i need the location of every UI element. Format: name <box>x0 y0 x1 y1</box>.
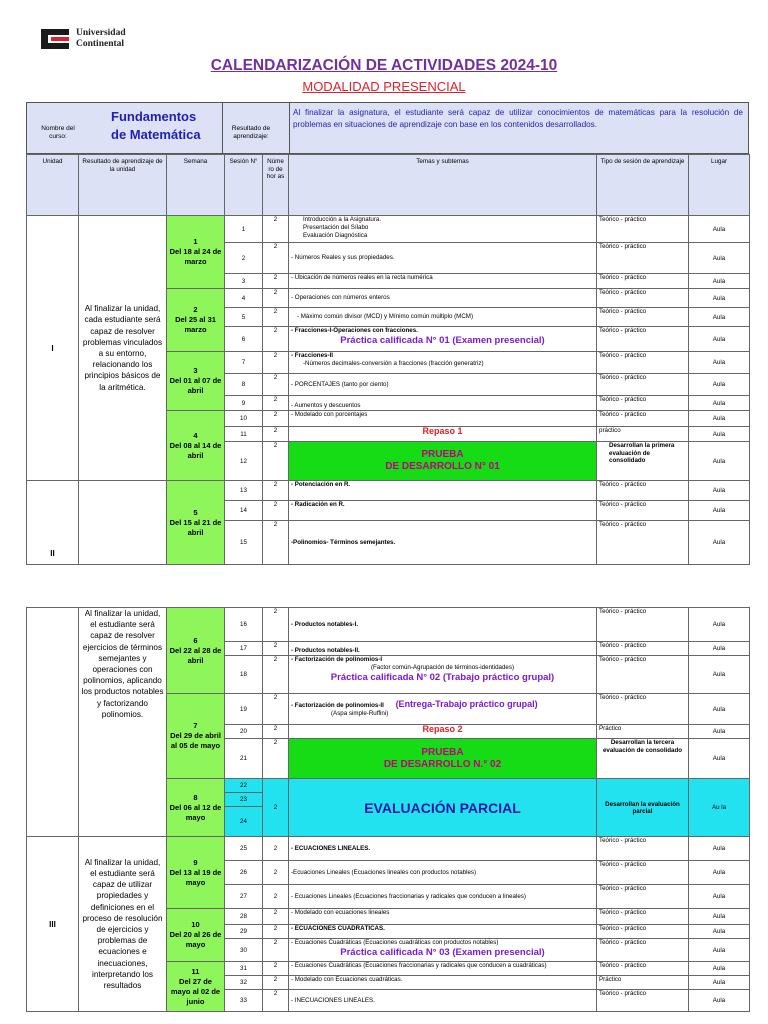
session-number: 10 <box>225 411 263 427</box>
session-place: Aula <box>689 861 750 885</box>
session-hours: 2 <box>263 656 289 694</box>
session-place: Aula <box>689 608 750 642</box>
session-hours: 2 <box>263 216 289 243</box>
session-place: Aula <box>689 962 750 976</box>
session-place: Aula <box>689 521 750 565</box>
session-topic <box>289 725 597 739</box>
session-hours: 2 <box>263 481 289 501</box>
session-hours: 2 <box>263 885 289 909</box>
session-number: 17 <box>225 642 263 656</box>
session-type: Desarrollan la primera evaluación de consolidado <box>597 442 689 481</box>
session-number: 22 <box>225 779 263 793</box>
session-topic: - Modelado con porcentajes <box>289 411 597 427</box>
session-number: 27 <box>225 885 263 909</box>
session-number: 15 <box>225 521 263 565</box>
schedule-table-1 <box>26 154 750 565</box>
session-place: Aula <box>689 427 750 442</box>
week-cell: 6 Del 22 al 28 de abril <box>167 608 225 694</box>
session-hours: 2 <box>263 837 289 861</box>
session-place: Aula <box>689 352 750 374</box>
session-type: Teórico - práctico <box>597 501 689 521</box>
session-number: 16 <box>225 608 263 642</box>
unit-label: II <box>27 481 79 565</box>
session-type: Teórico - práctico <box>597 642 689 656</box>
session-place: Aula <box>689 501 750 521</box>
session-place: Aula <box>689 411 750 427</box>
header-sesion: Sesión N° <box>225 155 263 216</box>
course-name-line2: de Matemática <box>111 127 201 142</box>
session-type: Teórico - práctico <box>597 411 689 427</box>
session-hours: 2 <box>263 442 289 481</box>
week-cell: 2 Del 25 al 31 marzo <box>167 289 225 352</box>
session-number: 8 <box>225 374 263 396</box>
session-place: Aula <box>689 289 750 308</box>
session-topic: - Ecuaciones Lineales (Ecuaciones fraccionarias y radicales que conducen a lineales) <box>289 885 597 909</box>
header-resultado: Resultado de aprendizaje de la unidad <box>79 155 167 216</box>
week-cell: 7 Del 29 de abril al 05 de mayo <box>167 694 225 779</box>
session-place: Aula <box>689 990 750 1012</box>
page-subtitle: MODALIDAD PRESENCIAL <box>302 79 466 94</box>
session-place: Aula <box>689 976 750 990</box>
session-number: 12 <box>225 442 263 481</box>
session-hours: 2 <box>263 925 289 939</box>
session-type: Teórico - práctico <box>597 327 689 352</box>
session-number: 13 <box>225 481 263 501</box>
session-place: Aula <box>689 308 750 327</box>
session-type: Teórico - práctico <box>597 352 689 374</box>
session-topic: - Números Reales y sus propiedades. <box>289 243 597 274</box>
session-type: Práctico <box>597 976 689 990</box>
session-number: 2 <box>225 243 263 274</box>
session-type: Teórico - práctico <box>597 962 689 976</box>
session-hours: 2 <box>263 289 289 308</box>
session-type: Teórico - práctico <box>597 837 689 861</box>
course-result: Al finalizar la asignatura, el estudiante será capaz de utilizar conocimientos de matemáticas para la resolución de problemas en situaciones de aprendizaje con base en los contenidos desarrollados. <box>293 108 743 129</box>
session-topic: - PORCENTAJES (tanto por ciento) <box>289 374 597 396</box>
session-hours: 2 <box>263 725 289 739</box>
session-hours: 2 <box>263 939 289 962</box>
table-row <box>27 837 750 861</box>
logo-line1: Universidad <box>76 28 126 38</box>
session-place: Aula <box>689 327 750 352</box>
session-type: Práctico <box>597 725 689 739</box>
session-type: Teórico - práctico <box>597 990 689 1012</box>
unit-label: III <box>27 837 79 1012</box>
course-result-label: Resultado de aprendizaje: <box>231 125 271 140</box>
session-number: 5 <box>225 308 263 327</box>
session-place: Aula <box>689 216 750 243</box>
session-number: 9 <box>225 396 263 411</box>
review-label: Repaso 1 <box>422 426 463 436</box>
session-type: Teórico - práctico <box>597 274 689 289</box>
session-hours: 2 <box>263 243 289 274</box>
session-hours: 2 <box>263 521 289 565</box>
session-type: Teórico - práctico <box>597 656 689 694</box>
week-cell: 5 Del 15 al 21 de abril <box>167 481 225 565</box>
unit-result: Al finalizar la unidad, el estudiante será capaz de utilizar propiedades y definiciones en el proceso de resolución de ejercicios y problemas de ecuaciones e inecuaciones, interpretando los resultados <box>79 837 167 1012</box>
session-topic: - Factorización de polinomios-II (Entrega-Trabajo práctico grupal) (Aspa simple-Ruffini) <box>289 694 597 725</box>
session-hours: 2 <box>263 396 289 411</box>
session-type: Teórico - práctico <box>597 374 689 396</box>
session-place: Au la <box>689 779 750 837</box>
page-title: CALENDARIZACIÓN DE ACTIVIDADES 2024-10 <box>210 57 558 74</box>
table-header-row <box>27 155 750 216</box>
session-hours: 2 <box>263 427 289 442</box>
session-type: Teórico - práctico <box>597 521 689 565</box>
session-topic: - Ecuaciones Cuadráticas (Ecuaciones cuadráticas con productos notables) Práctica calificada N° 03 (Examen presencial) <box>289 939 597 962</box>
session-type: Teórico - práctico <box>597 216 689 243</box>
session-topic: - Productos notables-II. <box>289 642 597 656</box>
session-hours: 2 <box>263 274 289 289</box>
session-number: 7 <box>225 352 263 374</box>
schedule-table-2 <box>26 607 750 1012</box>
session-place: Aula <box>689 656 750 694</box>
session-topic: -Ecuaciones Lineales (Ecuaciones lineales con productos notables) <box>289 861 597 885</box>
session-place: Aula <box>689 739 750 779</box>
session-topic: Introducción a la Asignatura. Presentación del Sílabo Evaluación Diagnóstica <box>289 216 597 243</box>
session-topic: - Potenciación en R. <box>289 481 597 501</box>
session-topic: - Modelado con ecuaciones lineales <box>289 909 597 925</box>
table-row <box>27 216 750 243</box>
session-number: 21 <box>225 739 263 779</box>
week-cell: 8 Del 06 al 12 de mayo <box>167 779 225 837</box>
session-place: Aula <box>689 243 750 274</box>
session-topic: -Polinomios- Términos semejantes. <box>289 521 597 565</box>
week-cell: 1 Del 18 al 24 de marzo <box>167 216 225 289</box>
session-type: Teórico - práctico <box>597 885 689 909</box>
session-number: 19 <box>225 694 263 725</box>
session-place: Aula <box>689 274 750 289</box>
logo-mark-icon <box>38 25 72 53</box>
session-number: 14 <box>225 501 263 521</box>
session-number: 26 <box>225 861 263 885</box>
session-type: Teórico - práctico <box>597 909 689 925</box>
session-number: 11 <box>225 427 263 442</box>
session-topic: - Operaciones con números enteros <box>289 289 597 308</box>
table-row <box>27 608 750 642</box>
session-hours: 2 <box>263 374 289 396</box>
session-type: Teórico - práctico <box>597 939 689 962</box>
session-number: 30 <box>225 939 263 962</box>
week-cell: 10 Del 20 al 26 de mayo <box>167 909 225 962</box>
session-topic: - ECUACIONES CUADRÁTICAS. <box>289 925 597 939</box>
session-place: Aula <box>689 396 750 411</box>
session-hours: 2 <box>263 962 289 976</box>
header-temas: Temas y subtemas <box>289 155 597 216</box>
session-topic: - Factorización de polinomios-I (Factor común-Agrupación de términos-identidades) Práctica calificada N° 02 (Trabajo práctico grupal) <box>289 656 597 694</box>
header-unidad: Unidad <box>27 155 79 216</box>
session-place: Aula <box>689 925 750 939</box>
session-place: Aula <box>689 694 750 725</box>
unit-label: I <box>27 216 79 481</box>
header-lugar: Lugar <box>689 155 750 216</box>
session-number: 4 <box>225 289 263 308</box>
session-topic: - Aumentos y descuentos <box>289 396 597 411</box>
unit-result: Al finalizar la unidad, cada estudiante será capaz de resolver problemas vinculados a su entorno, relacionando los principios básicos de la aritmética. <box>79 216 167 481</box>
header-semana: Semana <box>167 155 225 216</box>
session-type: Desarrollan la tercera evaluación de consolidado <box>597 739 689 779</box>
session-hours: 2 <box>263 308 289 327</box>
session-type: Teórico - práctico <box>597 289 689 308</box>
session-topic: - INECUACIONES LINEALES. <box>289 990 597 1012</box>
session-topic: - ECUACIONES LINEALES. <box>289 837 597 861</box>
session-number: 1 <box>225 216 263 243</box>
university-logo <box>38 25 138 55</box>
session-place: Aula <box>689 442 750 481</box>
session-hours: 2 <box>263 990 289 1012</box>
unit-label-empty <box>27 608 79 837</box>
session-topic: - Ecuaciones Cuadráticas (Ecuaciones fraccionarias y radicales que conducen a cuadráticas) <box>289 962 597 976</box>
course-name-line1: Fundamentos <box>111 109 197 124</box>
session-type: Desarrollan la evaluación parcial <box>597 779 689 837</box>
session-place: Aula <box>689 939 750 962</box>
session-place: Aula <box>689 481 750 501</box>
session-number: 32 <box>225 976 263 990</box>
session-topic: - Productos notables-I. <box>289 608 597 642</box>
session-type: Teórico - práctico <box>597 308 689 327</box>
week-cell: 11 Del 27 de mayo al 02 de junio <box>167 962 225 1012</box>
graded-practice: Práctica calificada N° 03 (Examen presencial) <box>340 947 545 958</box>
exam-cell: PRUEBA DE DESARROLLO N° 01 <box>289 442 597 481</box>
session-type: Teórico - práctico <box>597 243 689 274</box>
session-hours: 2 <box>263 501 289 521</box>
session-place: Aula <box>689 642 750 656</box>
session-place: Aula <box>689 885 750 909</box>
session-hours: 2 <box>263 909 289 925</box>
session-number: 31 <box>225 962 263 976</box>
header-tipo: Tipo de sesión de aprendizaje <box>597 155 689 216</box>
session-number: 33 <box>225 990 263 1012</box>
session-number: 3 <box>225 274 263 289</box>
course-info <box>26 102 749 154</box>
session-type: Teórico - práctico <box>597 925 689 939</box>
session-number: 20 <box>225 725 263 739</box>
session-hours: 2 <box>263 739 289 779</box>
session-hours: 2 <box>263 608 289 642</box>
session-place: Aula <box>689 725 750 739</box>
session-topic: - Fracciones-I-Operaciones con fracciones. Práctica calificada N° 01 (Examen presencial) <box>289 327 597 352</box>
header-horas: Núme ro de hor as <box>263 155 289 216</box>
session-number: 6 <box>225 327 263 352</box>
session-number: 24 <box>225 807 263 837</box>
unit-result-empty <box>79 481 167 565</box>
midterm-exam: EVALUACIÓN PARCIAL <box>289 779 597 837</box>
week-cell: 4 Del 08 al 14 de abril <box>167 411 225 481</box>
logo-line2: Continental <box>76 39 125 49</box>
session-number: 18 <box>225 656 263 694</box>
session-hours: 2 <box>263 411 289 427</box>
week-cell: 9 Del 13 al 19 de mayo <box>167 837 225 909</box>
session-topic: - Modelado con Ecuaciones cuadráticas. <box>289 976 597 990</box>
session-number: 29 <box>225 925 263 939</box>
session-hours: 2 <box>263 352 289 374</box>
session-type: Teórico - práctico <box>597 861 689 885</box>
session-topic: - Máximo común divisor (MCD) y Mínimo común múltiplo (MCM) <box>289 308 597 327</box>
session-hours: 2 <box>263 642 289 656</box>
session-hours: 2 <box>263 861 289 885</box>
session-hours: 2 <box>263 779 289 837</box>
table-row <box>27 481 750 501</box>
session-number: 23 <box>225 793 263 807</box>
session-place: Aula <box>689 374 750 396</box>
exam-cell: PRUEBA DE DESARROLLO N.° 02 <box>289 739 597 779</box>
session-topic: - Ubicación de números reales en la recta numérica <box>289 274 597 289</box>
session-number: 25 <box>225 837 263 861</box>
session-hours: 2 <box>263 327 289 352</box>
session-type: Teórico - práctico <box>597 481 689 501</box>
session-hours: 2 <box>263 976 289 990</box>
session-topic: - Fracciones-II -Números decimales-conversión a fracciones (fracción generatriz) <box>289 352 597 374</box>
graded-practice-delivery: (Entrega-Trabajo práctico grupal) <box>395 699 538 709</box>
session-topic: - Radicación en R. <box>289 501 597 521</box>
session-number: 28 <box>225 909 263 925</box>
graded-practice: Práctica calificada N° 01 (Examen presencial) <box>340 335 545 346</box>
session-hours: 2 <box>263 694 289 725</box>
session-type: Teórico - práctico <box>597 694 689 725</box>
session-type: práctico <box>597 427 689 442</box>
session-type: Teórico - práctico <box>597 608 689 642</box>
unit-result: Al finalizar la unidad, el estudiante será capaz de resolver ejercicios de términos semejantes y operaciones con polinomios, aplicando los productos notables y factorizando polinomios. <box>79 608 167 837</box>
review-label: Repaso 2 <box>422 724 463 734</box>
session-place: Aula <box>689 909 750 925</box>
session-place: Aula <box>689 837 750 861</box>
course-name-label: Nombre del curso: <box>41 125 75 140</box>
graded-practice: Práctica calificada N° 02 (Trabajo práctico grupal) <box>330 672 555 683</box>
week-cell: 3 Del 01 al 07 de abril <box>167 352 225 411</box>
session-topic <box>289 427 597 442</box>
session-type: Teórico - práctico <box>597 396 689 411</box>
